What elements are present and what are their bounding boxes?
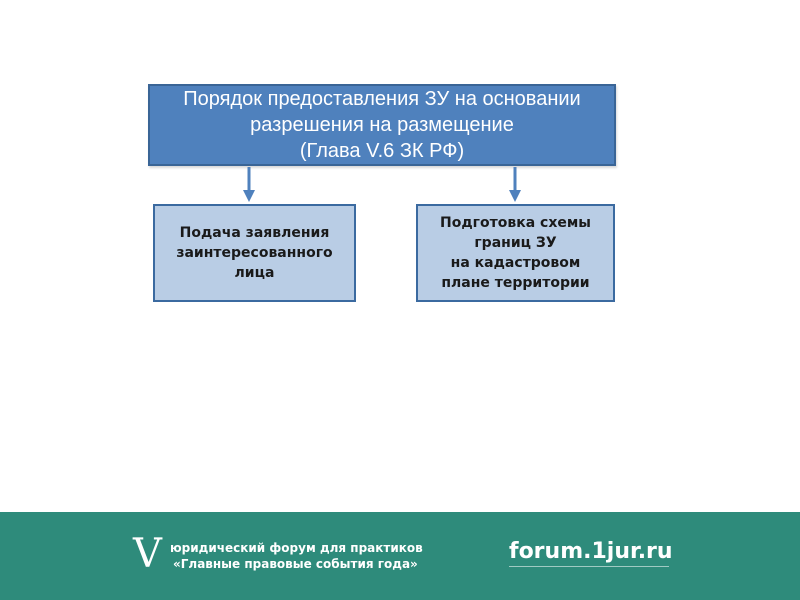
top-box-line-3: (Глава V.6 ЗК РФ) [299, 140, 465, 162]
right-box-line-2: границ ЗУ [474, 235, 557, 251]
right-box-line-3: на кадастровом [450, 255, 581, 271]
arrow-right [509, 167, 521, 202]
right-box [416, 204, 615, 302]
left-box-line-3: лица [234, 265, 275, 281]
forum-logo: V [133, 531, 162, 577]
footer-tagline-1: юридический форум для практиков [170, 541, 423, 555]
top-box-line-2: разрешения на размещение [250, 114, 514, 136]
arrow-left [243, 167, 255, 202]
forum-link-underline [509, 566, 669, 567]
footer-tagline-2: «Главные правовые события года» [173, 557, 418, 571]
forum-link[interactable]: forum.1jur.ru [509, 539, 673, 564]
right-box-line-4: плане территории [441, 275, 590, 291]
right-box-line-1: Подготовка схемы [440, 215, 591, 231]
footer-bar [0, 512, 800, 600]
top-box-line-1: Порядок предоставления ЗУ на основании [183, 88, 581, 110]
left-box-line-2: заинтересованного [176, 245, 333, 261]
left-box [153, 204, 356, 302]
left-box-line-1: Подача заявления [179, 225, 330, 241]
